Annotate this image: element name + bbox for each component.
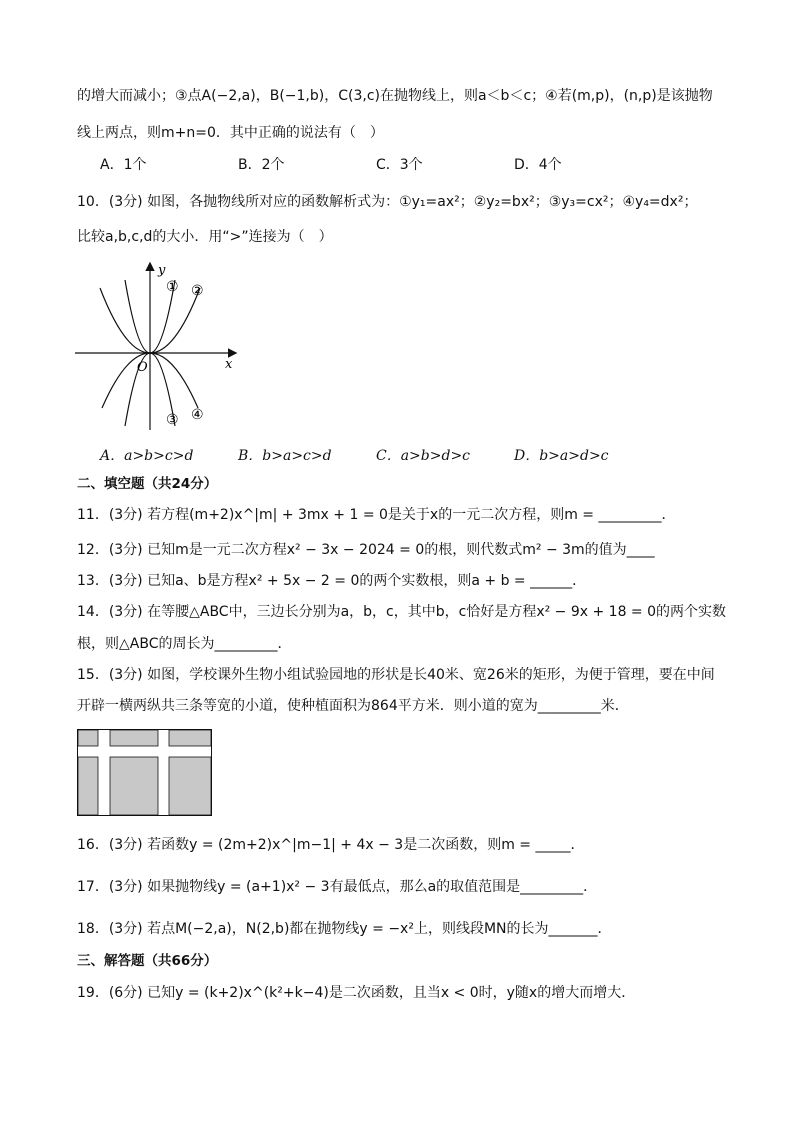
q15-line-2: 开辟一横两纵共三条等宽的小道，使种植面积为864平方米．则小道的宽为_________米．: [77, 698, 629, 714]
q16: 16．(3分) 若函数y = (2m+2)x^|m−1| + 4x − 3是二次函数，则m = _____．: [77, 837, 585, 853]
q10-options: [100, 446, 609, 466]
plot-top-right: [169, 730, 211, 746]
curve-label-4: ④: [191, 407, 204, 423]
section-fill-in-title: 二、填空题（共24分）: [77, 476, 218, 492]
parabola-figure: [70, 258, 250, 438]
q10-option-d[interactable]: D．b>a>d>c: [514, 448, 609, 464]
q9-option-c[interactable]: C．3个: [376, 157, 423, 173]
origin-label: O: [137, 360, 148, 375]
q19: 19．(6分) 已知y = (k+2)x^(k²+k−4)是二次函数，且当x < 0时，y随x的增大而增大．: [77, 985, 636, 1001]
q9-statement-line: 的增大而减小；③点A(−2,a)，B(−1,b)，C(3,c)在抛物线上，则a＜b＜c；④若(m,p)，(n,p)是该抛物: [77, 88, 713, 104]
q14-line-1: 14．(3分) 在等腰△ABC中，三边长分别为a，b，c，其中b，c恰好是方程x² − 9x + 18 = 0的两个实数: [77, 604, 727, 620]
q10-option-c[interactable]: C．a>b>d>c: [376, 448, 471, 464]
q10-line-1: 10．(3分) 如图，各抛物线所对应的函数解析式为：①y₁=ax²；②y₂=bx²；③y₃=cx²；④y₄=dx²；: [77, 194, 698, 210]
q11: 11．(3分) 若方程(m+2)x^|m| + 3mx + 1 = 0是关于x的一元二次方程，则m = _________．: [77, 507, 676, 523]
curve-label-2: ②: [191, 283, 204, 299]
q9-option-d[interactable]: D．4个: [514, 157, 562, 173]
q17: 17．(3分) 如果抛物线y = (a+1)x² − 3有最低点，那么a的取值范围是_________．: [77, 879, 598, 895]
q10-line-2: 比较a,b,c,d的大小．用“>”连接为（ ）: [77, 229, 333, 245]
q9-question-line: 线上两点，则m+n=0．其中正确的说法有（ ）: [77, 125, 384, 141]
curve-label-3: ③: [166, 412, 179, 428]
q9-option-a[interactable]: A．1个: [100, 157, 147, 173]
plot-top-left: [78, 730, 98, 746]
q14-line-2: 根，则△ABC的周长为_________．: [77, 636, 292, 652]
garden-figure: [77, 729, 213, 817]
curve-label-1: ①: [166, 279, 179, 295]
section-answer-title: 三、解答题（共66分）: [77, 953, 218, 969]
q13: 13．(3分) 已知a、b是方程x² + 5x − 2 = 0的两个实数根，则a + b = ______．: [77, 573, 587, 589]
q12: 12．(3分) 已知m是一元二次方程x² − 3x − 2024 = 0的根，则代数式m² − 3m的值为____: [77, 542, 655, 558]
plot-bottom-right: [169, 757, 211, 815]
x-axis-label: x: [225, 357, 233, 372]
q9-options: [100, 155, 562, 175]
q10-option-a[interactable]: A．a>b>c>d: [100, 448, 194, 464]
q15-line-1: 15．(3分) 如图，学校课外生物小组试验园地的形状是长40米、宽26米的矩形，为便于管理，要在中间: [77, 667, 715, 683]
plot-top-middle: [110, 730, 158, 746]
y-axis-label: y: [158, 263, 166, 278]
plot-bottom-middle: [110, 757, 158, 815]
q18: 18．(3分) 若点M(−2,a)，N(2,b)都在抛物线y = −x²上，则线段MN的长为_______．: [77, 921, 612, 937]
q9-option-b[interactable]: B．2个: [238, 157, 285, 173]
q10-option-b[interactable]: B．b>a>c>d: [238, 448, 332, 464]
plot-bottom-left: [78, 757, 98, 815]
